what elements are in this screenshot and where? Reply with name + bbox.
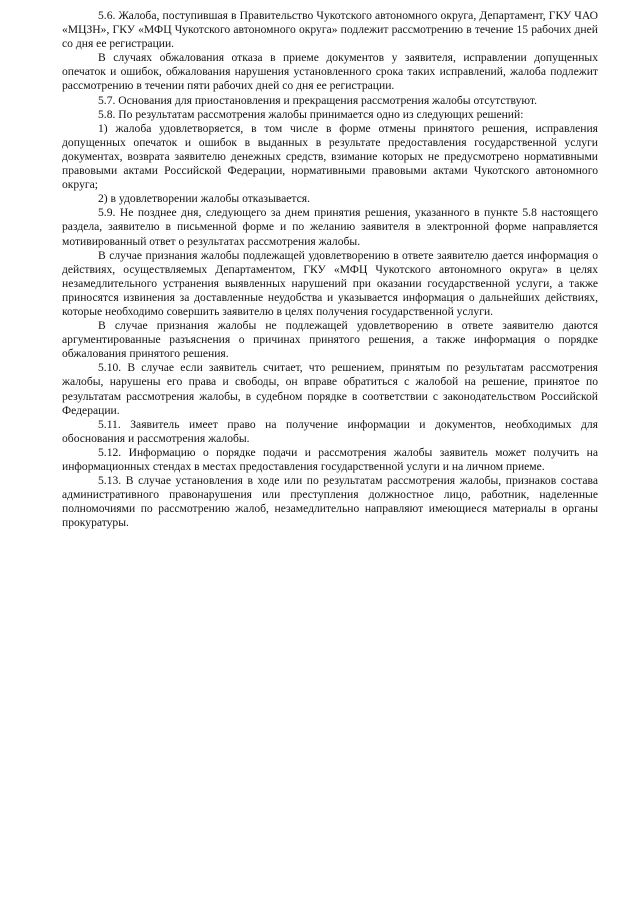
paragraph-refusal-appeal: В случаях обжалования отказа в приеме документов у заявителя, исправлении допущенных опечаток и ошибок, обжалования нарушения установленного срока таких исправлений, жалоба подлежит рассмотрению в течении пяти рабочих дней со дня ее регистрации. [62,51,598,93]
document-page [62,9,598,530]
paragraph-5-7: 5.7. Основания для приостановления и прекращения рассмотрения жалобы отсутствуют. [98,93,538,107]
paragraph-decision-2: 2) в удовлетворении жалобы отказывается. [98,192,310,206]
paragraph-5-6: 5.6. Жалоба, поступившая в Правительство Чукотского автономного округа, Департамент, ГКУ ЧАО «МЦЗН», ГКУ «МФЦ Чукотского автономного округа» подлежит рассмотрению в течение 15 рабочих дней со дня ее регистрации. [62,9,598,51]
paragraph-5-11: 5.11. Заявитель имеет право на получение информации и документов, необходимых для обоснования и рассмотрения жалобы. [62,417,598,445]
paragraph-5-8: 5.8. По результатам рассмотрения жалобы принимается одно из следующих решений: [98,107,524,121]
paragraph-decision-1: 1) жалоба удовлетворяется, в том числе в форме отмены принятого решения, исправления допущенных опечаток и ошибок в выданных в результате предоставления государственной услуги документах, возврата заявителю денежных средств, взимание которых не предусмотрено нормативными правовыми актами Российской Федерации, нормативными правовыми актами Чукотского автономного округа; [62,121,598,192]
paragraph-rejected-response: В случае признания жалобы не подлежащей удовлетворению в ответе заявителю даются аргументированные разъяснения о причинах принятого решения, а также информация о порядке обжалования принятого решения. [62,319,598,361]
paragraph-5-12: 5.12. Информацию о порядке подачи и рассмотрения жалобы заявитель может получить на информационных стендах в местах предоставления государственной услуги и на личном приеме. [62,445,598,473]
paragraph-5-13: 5.13. В случае установления в ходе или по результатам рассмотрения жалобы, признаков состава административного правонарушения или преступления должностное лицо, работник, наделенные полномочиями по рассмотрению жалоб, незамедлительно направляют имеющиеся материалы в органы прокуратуры. [62,474,598,530]
paragraph-satisfied-response: В случае признания жалобы подлежащей удовлетворению в ответе заявителю дается информация о действиях, осуществляемых Департаментом, ГКУ «МФЦ Чукотского автономного округа» в целях незамедлительного устранения выявленных нарушений при оказании государственной услуги, а также приносятся извинения за доставленные неудобства и указывается информация о дальнейших действиях, которые необходимо совершить заявителю в целях получения государственной услуги. [62,248,598,318]
paragraph-5-10: 5.10. В случае если заявитель считает, что решением, принятым по результатам рассмотрения жалобы, нарушены его права и свободы, он вправе обратиться с жалобой на решение, принятое по результатам рассмотрения жалобы, в судебном порядке в соответствии с законодательством Российской Федерации. [62,361,598,417]
paragraph-5-9: 5.9. Не позднее дня, следующего за днем принятия решения, указанного в пункте 5.8 настоящего раздела, заявителю в письменной форме и по желанию заявителя в электронной форме направляется мотивированный ответ о результатах рассмотрения жалобы. [62,206,598,248]
